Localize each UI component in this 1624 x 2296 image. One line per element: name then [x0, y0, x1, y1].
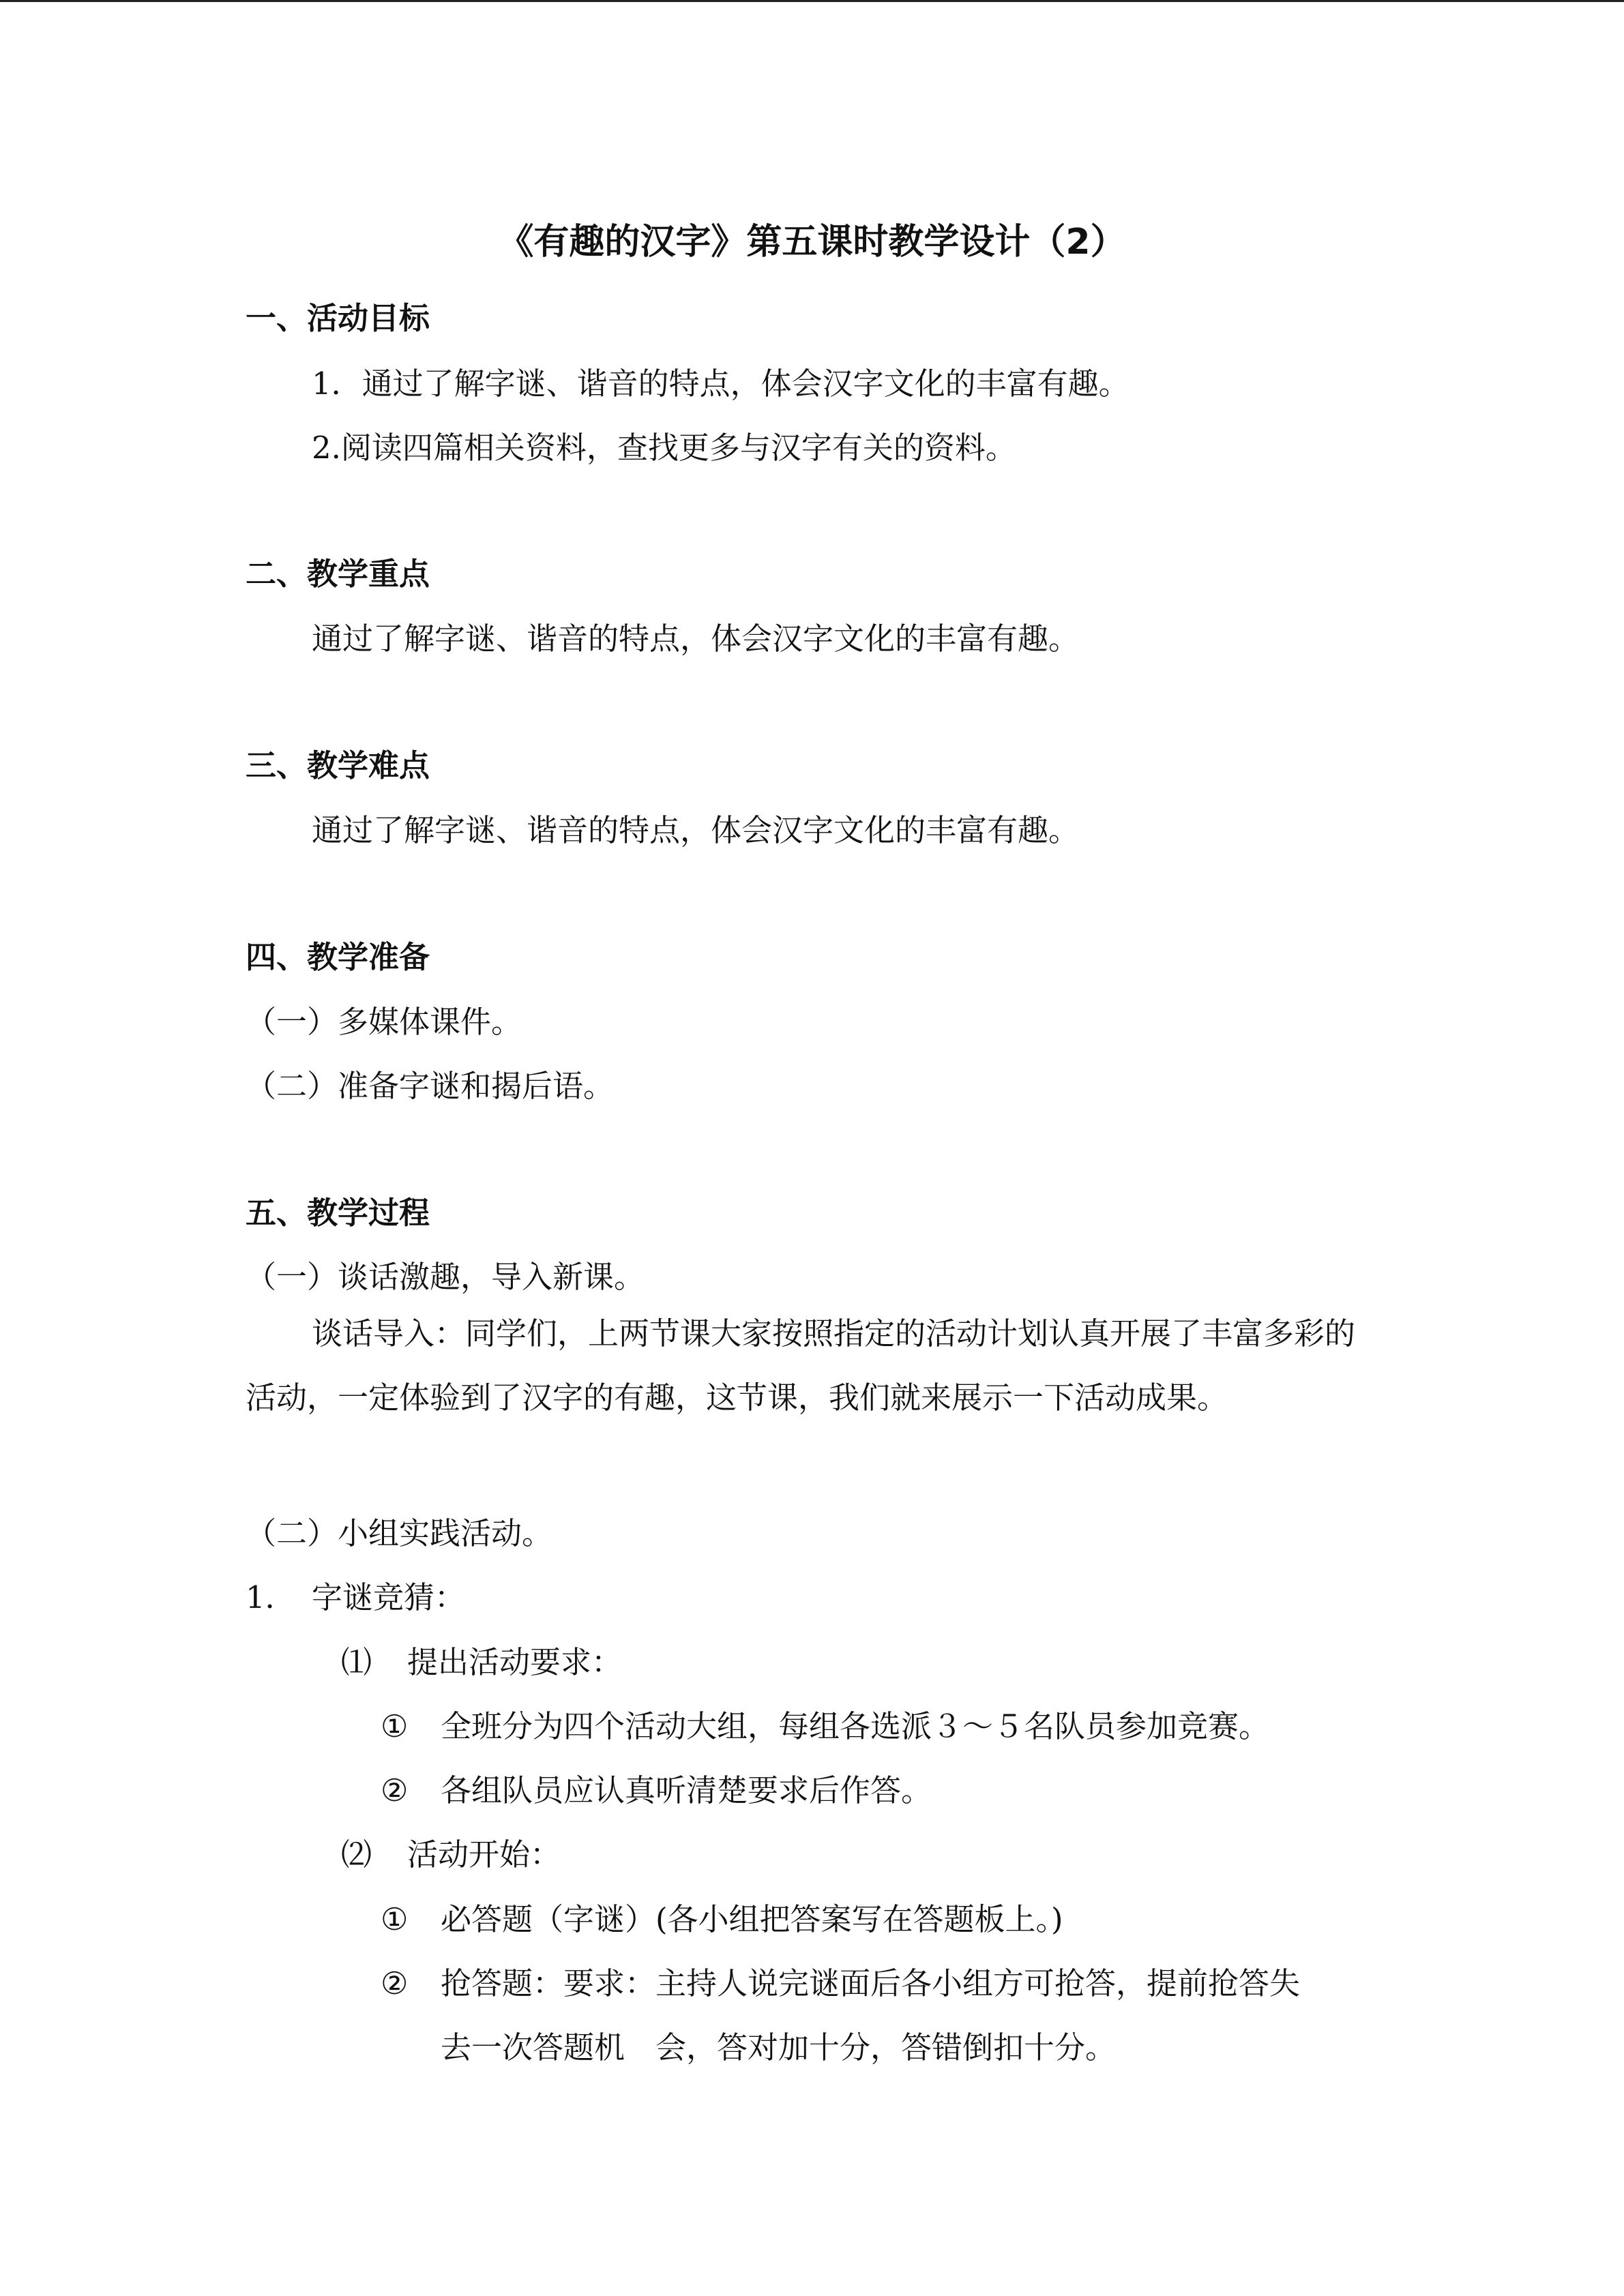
part-2-item-1-text: 必答题（字谜）(各小组把答案写在答题板上。) — [441, 1901, 1063, 1937]
part-2-item-2 — [381, 1958, 1300, 2003]
process-sub-1: （一）谈话激趣，导入新课。 — [246, 1259, 645, 1295]
part-2-item-2-text-line-1: 抢答题：要求：主持人说完谜面后各小组方可抢答，提前抢答失 — [441, 1965, 1301, 2001]
part-1-rule-2-text: 各组队员应认真听清楚要求后作答。 — [441, 1772, 932, 1808]
part-2-item-1 — [381, 1894, 1063, 1939]
heading-activity-goals: 一、活动目标 — [246, 300, 430, 336]
process-sub-2: （二）小组实践活动。 — [246, 1515, 553, 1551]
part-1 — [341, 1637, 622, 1682]
part-2-item-2-number: ② — [381, 1965, 409, 2001]
heading-teaching-preparation: 四、教学准备 — [246, 939, 430, 975]
part-2-number: ⑵ — [341, 1836, 372, 1873]
document-title: 《有趣的汉字》第五课时教学设计（2） — [498, 222, 1126, 263]
part-1-rule-2-number: ② — [381, 1772, 409, 1808]
part-1-rule-1 — [381, 1701, 1269, 1746]
part-1-rule-2 — [381, 1765, 932, 1810]
heading-teaching-difficulty: 三、教学难点 — [246, 747, 430, 784]
teaching-focus-text: 通过了解字谜、谐音的特点，体会汉字文化的丰富有趣。 — [312, 621, 1080, 657]
heading-teaching-focus: 二、教学重点 — [246, 556, 430, 592]
part-1-number: ⑴ — [341, 1644, 372, 1680]
part-1-rule-1-text: 全班分为四个活动大组，每组各选派３～５名队员参加竞赛。 — [441, 1708, 1270, 1744]
step-1-number: 1． — [246, 1579, 296, 1615]
teaching-difficulty-text: 通过了解字谜、谐音的特点，体会汉字文化的丰富有趣。 — [312, 812, 1080, 848]
part-2-item-2-text-line-2: 去一次答题机 会，答对加十分，答错倒扣十分。 — [441, 2029, 1117, 2066]
step-1 — [246, 1572, 465, 1617]
part-2-text: 活动开始： — [407, 1836, 561, 1873]
goal-item-2: 2.阅读四篇相关资料，查找更多与汉字有关的资料。 — [312, 430, 1016, 466]
goal-item-1: 1．通过了解字谜、谐音的特点，体会汉字文化的丰富有趣。 — [312, 366, 1130, 402]
page-top-border — [0, 0, 1624, 2]
part-2-item-1-number: ① — [381, 1901, 409, 1937]
part-1-rule-1-number: ① — [381, 1708, 409, 1744]
preparation-item-2: （二）准备字谜和揭后语。 — [246, 1068, 615, 1104]
intro-paragraph: 谈话导入：同学们，上两节课大家按照指定的活动计划认真开展了丰富多彩的活动，一定体验到了汉字的有趣，这节课，我们就来展示一下活动成果。 — [246, 1315, 1356, 1416]
part-2 — [341, 1830, 561, 1874]
part-1-text: 提出活动要求： — [407, 1644, 623, 1680]
preparation-item-1: （一）多媒体课件。 — [246, 1004, 522, 1040]
step-1-text: 字谜竞猜： — [312, 1579, 466, 1615]
heading-teaching-process: 五、教学过程 — [246, 1195, 430, 1231]
